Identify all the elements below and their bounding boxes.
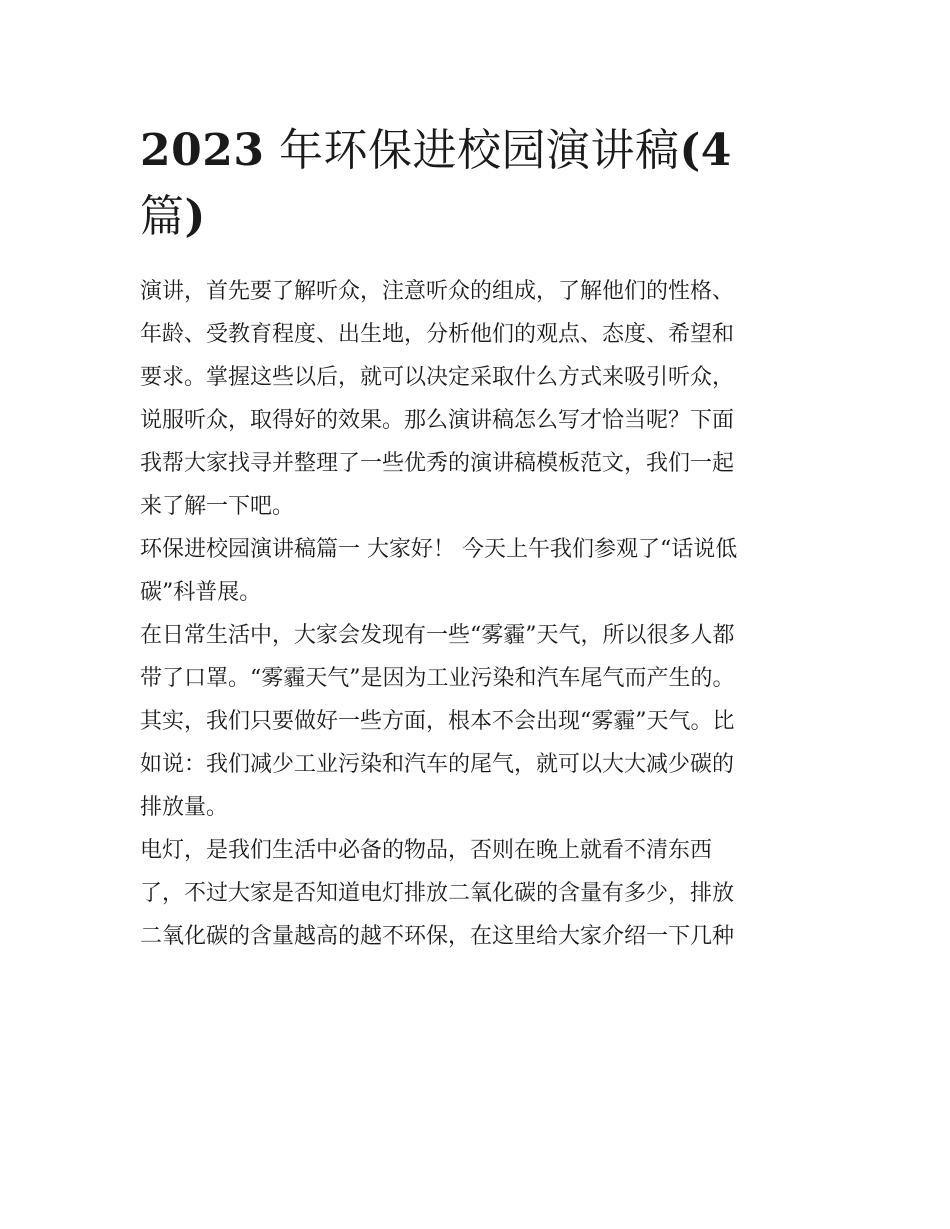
- text-line: 要求。掌握这些以后，就可以决定采取什么方式来吸引听众，: [140, 365, 735, 390]
- text-line: 我帮大家找寻并整理了一些优秀的演讲稿模板范文，我们一起: [140, 451, 735, 476]
- text-line: 演讲，首先要了解听众，注意听众的组成，了解他们的性格、: [140, 279, 735, 304]
- title-line-2: 篇): [140, 191, 206, 242]
- text-line: 在日常生活中，大家会发现有一些“雾霾”天气，所以很多人都: [140, 623, 735, 648]
- paragraph-lamps: [140, 829, 820, 958]
- text-line: 二氧化碳的含量越高的越不环保，在这里给大家介绍一下几种: [140, 924, 735, 949]
- text-line: 碳”科普展。: [140, 580, 262, 605]
- text-line: 其实，我们只要做好一些方面，根本不会出现“雾霾”天气。比: [140, 709, 735, 734]
- title-line-1: 2023 年环保进校园演讲稿(4: [140, 125, 732, 176]
- text-line: 带了口罩。“雾霾天气”是因为工业污染和汽车尾气而产生的。: [140, 666, 735, 691]
- document-body: [140, 270, 820, 958]
- paragraph-smog: [140, 614, 820, 829]
- text-line: 排放量。: [140, 795, 229, 820]
- text-line: 电灯，是我们生活中必备的物品，否则在晚上就看不清东西: [140, 838, 713, 863]
- document-title: [140, 118, 820, 250]
- text-line: 年龄、受教育程度、出生地，分析他们的观点、态度、希望和: [140, 322, 735, 347]
- text-line: 如说：我们减少工业污染和汽车的尾气，就可以大大减少碳的: [140, 752, 735, 777]
- text-line: 说服听众，取得好的效果。那么演讲稿怎么写才恰当呢？下面: [140, 408, 735, 433]
- text-line: 来了解一下吧。: [140, 494, 295, 519]
- document-page: [140, 118, 820, 958]
- text-line: 环保进校园演讲稿篇一 大家好！ 今天上午我们参观了“话说低: [140, 537, 738, 562]
- paragraph-speech-one: [140, 528, 820, 614]
- paragraph-intro: [140, 270, 820, 528]
- text-line: 了，不过大家是否知道电灯排放二氧化碳的含量有多少，排放: [140, 881, 735, 906]
